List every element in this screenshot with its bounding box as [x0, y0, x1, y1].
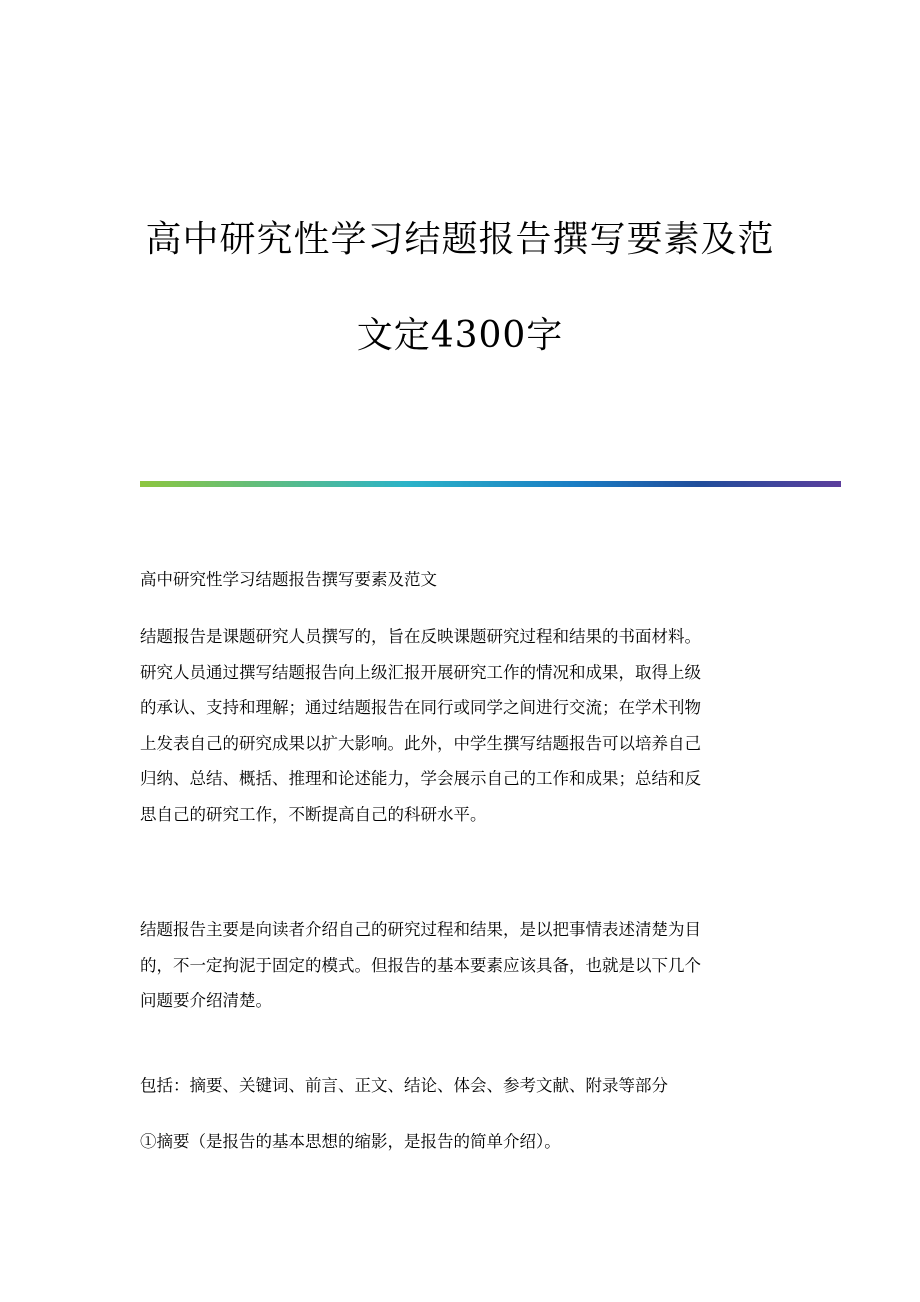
paragraph-4: ①摘要（是报告的基本思想的缩影，是报告的简单介绍）。: [140, 1132, 561, 1151]
paragraph-1-line: 归纳、总结、概括、推理和论述能力，学会展示自己的工作和成果；总结和反: [140, 769, 701, 788]
document-title-line-1: 高中研究性学习结题报告撰写要素及范: [145, 219, 775, 260]
document-title-line-2: 文定4300字: [356, 315, 564, 356]
paragraph-1-line: 研究人员通过撰写结题报告向上级汇报开展研究工作的情况和成果，取得上级: [140, 662, 701, 682]
gradient-divider: [140, 481, 841, 487]
paragraph-3: 包括：摘要、关键词、前言、正文、结论、体会、参考文献、附录等部分: [140, 1076, 668, 1095]
paragraph-1-line: 的承认、支持和理解；通过结题报告在同行或同学之间进行交流；在学术刊物: [140, 698, 701, 717]
paragraph-2-line: 的，不一定拘泥于固定的模式。但报告的基本要素应该具备，也就是以下几个: [140, 955, 701, 975]
paragraph-1-line: 结题报告是课题研究人员撰写的，旨在反映课题研究过程和结果的书面材料。: [140, 627, 701, 646]
paragraph-1-line: 上发表自己的研究成果以扩大影响。此外，中学生撰写结题报告可以培养自己: [140, 733, 701, 753]
paragraph-1-line: 思自己的研究工作，不断提高自己的科研水平。: [140, 804, 487, 824]
paragraph-2: [140, 912, 780, 1019]
paragraph-2-line: 结题报告主要是向读者介绍自己的研究过程和结果，是以把事情表述清楚为目: [140, 920, 701, 939]
paragraph-2-line: 问题要介绍清楚。: [140, 991, 272, 1010]
paragraph-1: [140, 619, 780, 832]
document-subtitle: 高中研究性学习结题报告撰写要素及范文: [140, 570, 437, 589]
